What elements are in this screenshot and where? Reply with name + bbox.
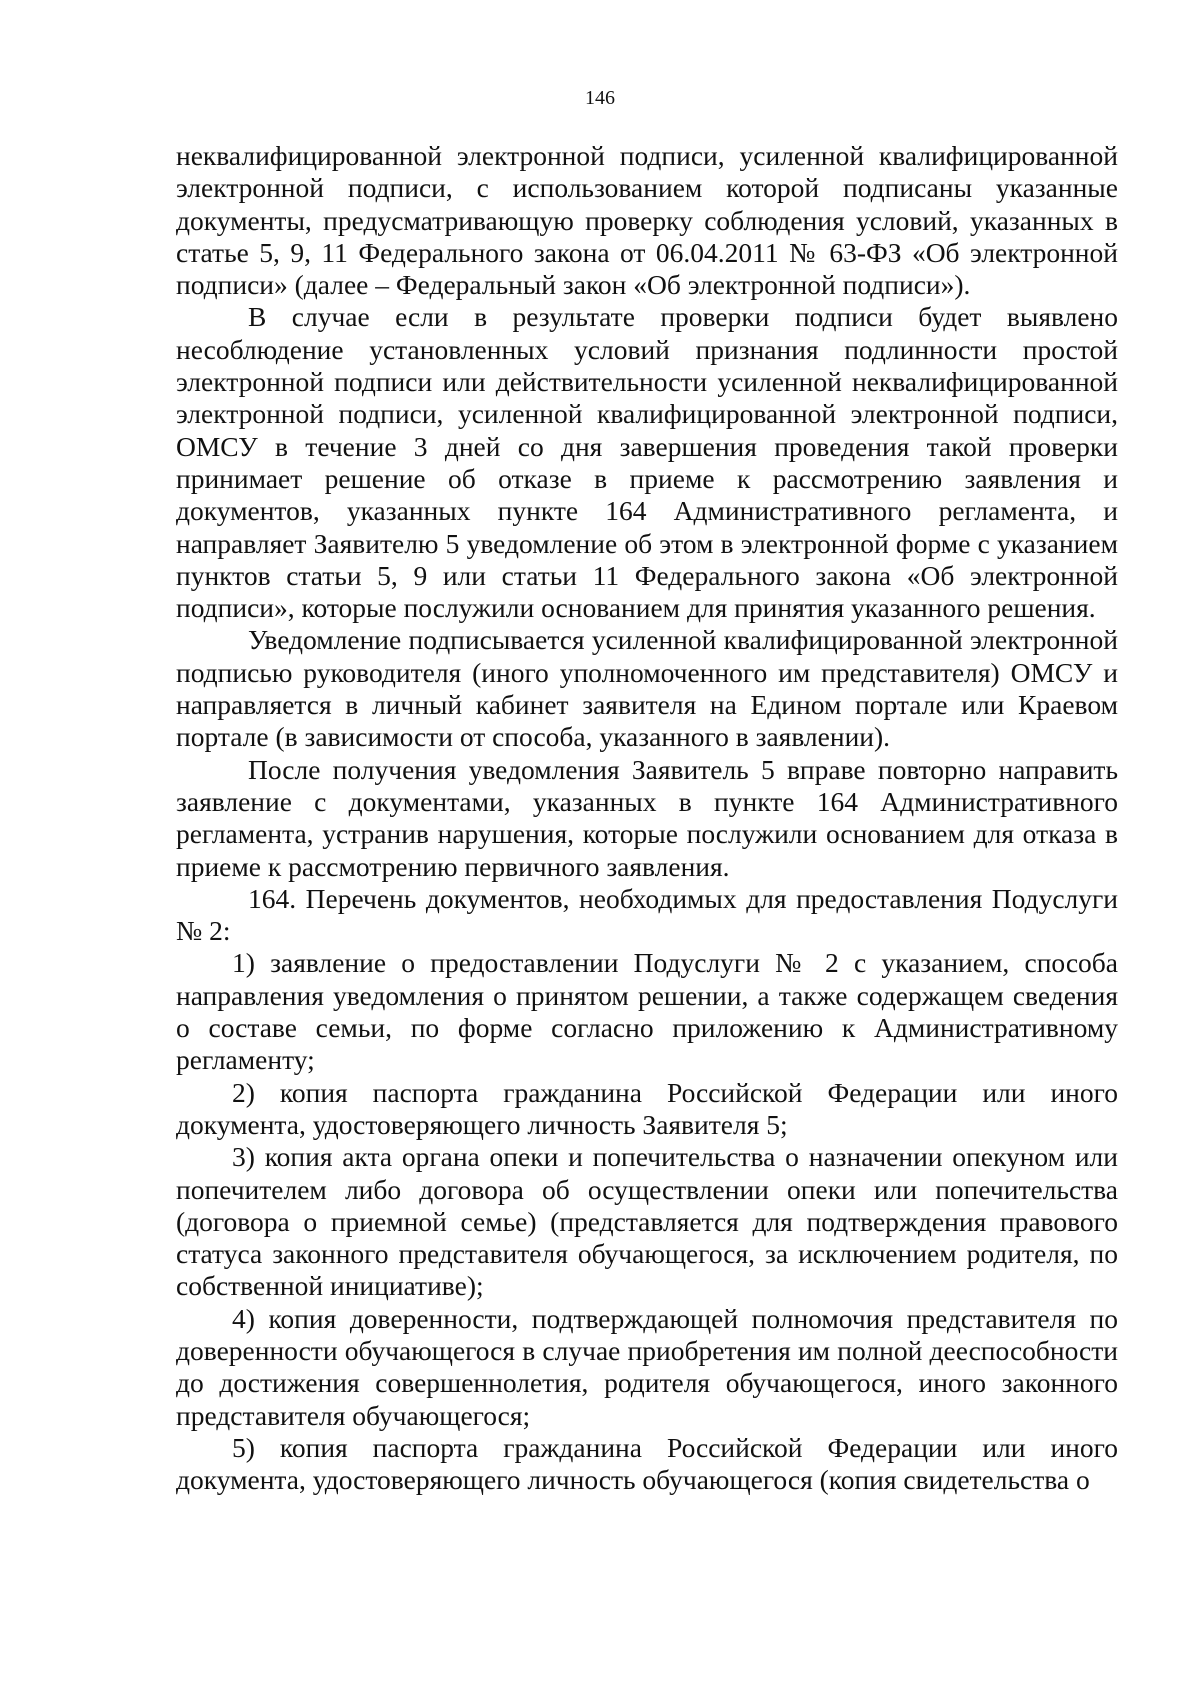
- document-body: [176, 140, 1118, 1496]
- paragraph-signature-check: В случае если в результате проверки подписи будет выявлено несоблюдение установленных условий признания подлинности простой электронной подписи или действительности усиленной неквалифицированной электронной подписи, усиленной квалифицированной электронной подписи, ОМСУ в течение 3 дней со дня завершения проведения такой проверки принимает решение об отказе в приеме к рассмотрению заявления и документов, указанных пункте 164 Административного регламента, и направляет Заявителю 5 уведомление об этом в электронной форме с указанием пунктов статьи 5, 9 или статьи 11 Федерального закона «Об электронной подписи», которые послужили основанием для принятия указанного решения.: [176, 301, 1118, 624]
- paragraph-resubmission: После получения уведомления Заявитель 5 вправе повторно направить заявление с документами, указанных в пункте 164 Административного регламента, устранив нарушения, которые послужили основанием для отказа в приеме к рассмотрению первичного заявления.: [176, 753, 1118, 882]
- paragraph-clause-164: 164. Перечень документов, необходимых для предоставления Подуслуги № 2:: [176, 882, 1118, 947]
- list-item-4: 4) копия доверенности, подтверждающей полномочия представителя по доверенности обучающегося в случае приобретения им полной дееспособности до достижения совершеннолетия, родителя обучающегося, иного законного представителя обучающегося;: [176, 1302, 1118, 1431]
- page-number: 146: [585, 87, 615, 109]
- list-item-2: 2) копия паспорта гражданина Российской Федерации или иного документа, удостоверяющего личность Заявителя 5;: [176, 1076, 1118, 1140]
- list-item-5: 5) копия паспорта гражданина Российской Федерации или иного документа, удостоверяющего личность обучающегося (копия свидетельства о: [176, 1431, 1118, 1496]
- list-item-3: 3) копия акта органа опеки и попечительства о назначении опекуном или попечителем либо договора об осуществлении опеки или попечительства (договора о приемной семье) (представляется для подтверждения правового статуса законного представителя обучающегося, за исключением родителя, по собственной инициативе);: [176, 1141, 1118, 1302]
- paragraph-continuation: неквалифицированной электронной подписи, усиленной квалифицированной электронной подписи, с использованием которой подписаны указанные документы, предусматривающую проверку соблюдения условий, указанных в статье 5, 9, 11 Федерального закона от 06.04.2011 № 63-ФЗ «Об электронной подписи» (далее – Федеральный закон «Об электронной подписи»).: [176, 140, 1118, 301]
- paragraph-notification-signing: Уведомление подписывается усиленной квалифицированной электронной подписью руководителя (иного уполномоченного им представителя) ОМСУ и направляется в личный кабинет заявителя на Едином портале или Краевом портале (в зависимости от способа, указанного в заявлении).: [176, 624, 1118, 753]
- list-item-1: 1) заявление о предоставлении Подуслуги № 2 с указанием, способа направления уведомления о принятом решении, а также содержащем сведения о составе семьи, по форме согласно приложению к Административному регламенту;: [176, 947, 1118, 1076]
